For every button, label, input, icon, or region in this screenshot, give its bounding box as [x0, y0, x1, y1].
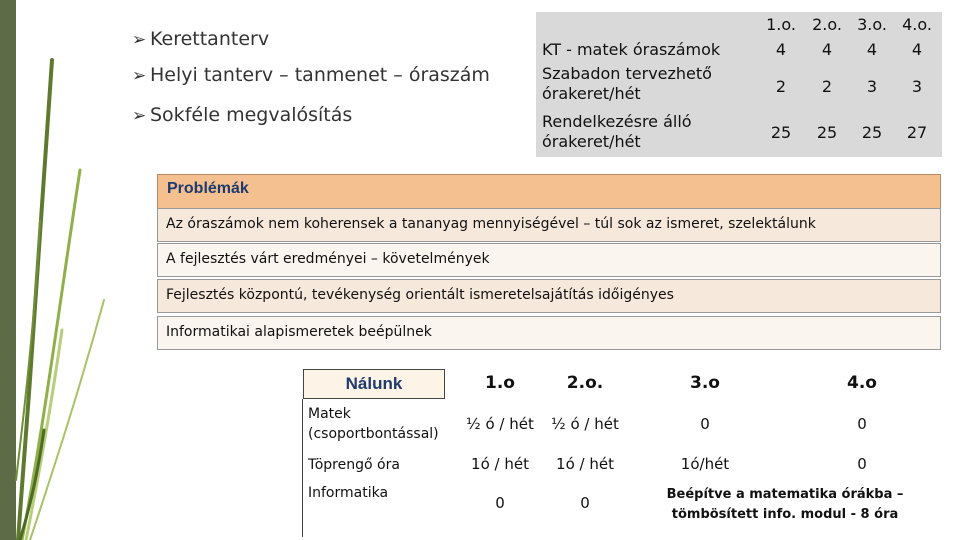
kt-cell: 2 — [775, 77, 787, 96]
bullet-text: Sokféle megvalósítás — [150, 104, 353, 126]
problem-text: Fejlesztés központú, tevékenység orientált ismeretelsajátítás időigényes — [166, 287, 674, 303]
nalunk-cell: 1ó/hét — [680, 455, 730, 473]
nalunk-cell: 0 — [580, 494, 590, 512]
bullet-item — [132, 64, 490, 86]
nalunk-title: Nálunk — [345, 374, 403, 393]
bullet-item — [132, 28, 269, 50]
kt-cell: 27 — [906, 123, 928, 142]
kt-header-3: 3.o. — [857, 15, 887, 34]
kt-cell: 3 — [911, 77, 923, 96]
kt-header-4: 4.o. — [902, 15, 932, 34]
problem-item — [157, 279, 941, 313]
problem-text: A fejlesztés várt eredményei – követelmények — [166, 251, 490, 267]
kt-header-1: 1.o. — [766, 15, 796, 34]
nalunk-cell: ½ ó / hét — [466, 415, 534, 433]
kt-row-label: Rendelkezésre álló órakeret/hét — [542, 112, 692, 151]
kt-cell: 4 — [911, 40, 923, 59]
arrow-bullet-icon: ➢ — [132, 106, 147, 126]
nalunk-header-1: 1.o — [485, 373, 515, 393]
problem-text: Informatikai alapismeretek beépülnek — [166, 324, 432, 340]
kt-cell: 2 — [821, 77, 833, 96]
nalunk-header-4: 4.o — [847, 373, 877, 393]
nalunk-cell: ½ ó / hét — [551, 415, 619, 433]
arrow-bullet-icon: ➢ — [132, 66, 147, 86]
problem-item — [157, 316, 941, 350]
nalunk-title-box — [303, 369, 445, 399]
problem-text: Az óraszámok nem koherensek a tananyag mennyiségével – túl sok az ismeret, szelektálunk — [166, 216, 816, 232]
nalunk-cell: 0 — [857, 455, 867, 473]
kt-cell: 25 — [816, 123, 838, 142]
problems-title: Problémák — [167, 180, 249, 197]
problem-item — [157, 208, 941, 242]
kt-header-2: 2.o. — [812, 15, 842, 34]
kt-cell: 25 — [770, 123, 792, 142]
nalunk-header-3: 3.o — [690, 373, 720, 393]
nalunk-row-label: Matek (csoportbontással) — [308, 406, 439, 442]
bullet-text: Kerettanterv — [150, 28, 270, 50]
decorative-grass-lines — [0, 0, 120, 540]
arrow-bullet-icon: ➢ — [132, 30, 147, 50]
kt-cell: 4 — [775, 40, 787, 59]
problem-item — [157, 243, 941, 277]
nalunk-row-label: Töprengő óra — [308, 457, 400, 473]
bullet-item — [132, 104, 352, 126]
nalunk-informatika-note: Beépítve a matematika órákba – tömbösített info. modul - 8 óra — [666, 487, 904, 522]
nalunk-cell: 0 — [495, 494, 505, 512]
kt-cell: 25 — [861, 123, 883, 142]
nalunk-divider — [302, 399, 303, 537]
nalunk-cell: 0 — [857, 415, 867, 433]
nalunk-cell: 1ó / hét — [471, 455, 529, 473]
nalunk-header-2: 2.o. — [566, 373, 604, 393]
kt-row-label: KT - matek óraszámok — [542, 40, 721, 59]
kt-row-label: Szabadon tervezhető órakeret/hét — [542, 64, 712, 103]
nalunk-cell: 1ó / hét — [556, 455, 614, 473]
kt-cell: 4 — [821, 40, 833, 59]
bullet-text: Helyi tanterv – tanmenet – óraszám — [150, 64, 490, 86]
nalunk-row-label: Informatika — [308, 485, 389, 501]
kt-hours-table — [536, 12, 942, 157]
kt-cell: 3 — [866, 77, 878, 96]
kt-cell: 4 — [866, 40, 878, 59]
problems-header — [157, 174, 941, 209]
nalunk-cell: 0 — [700, 415, 710, 433]
